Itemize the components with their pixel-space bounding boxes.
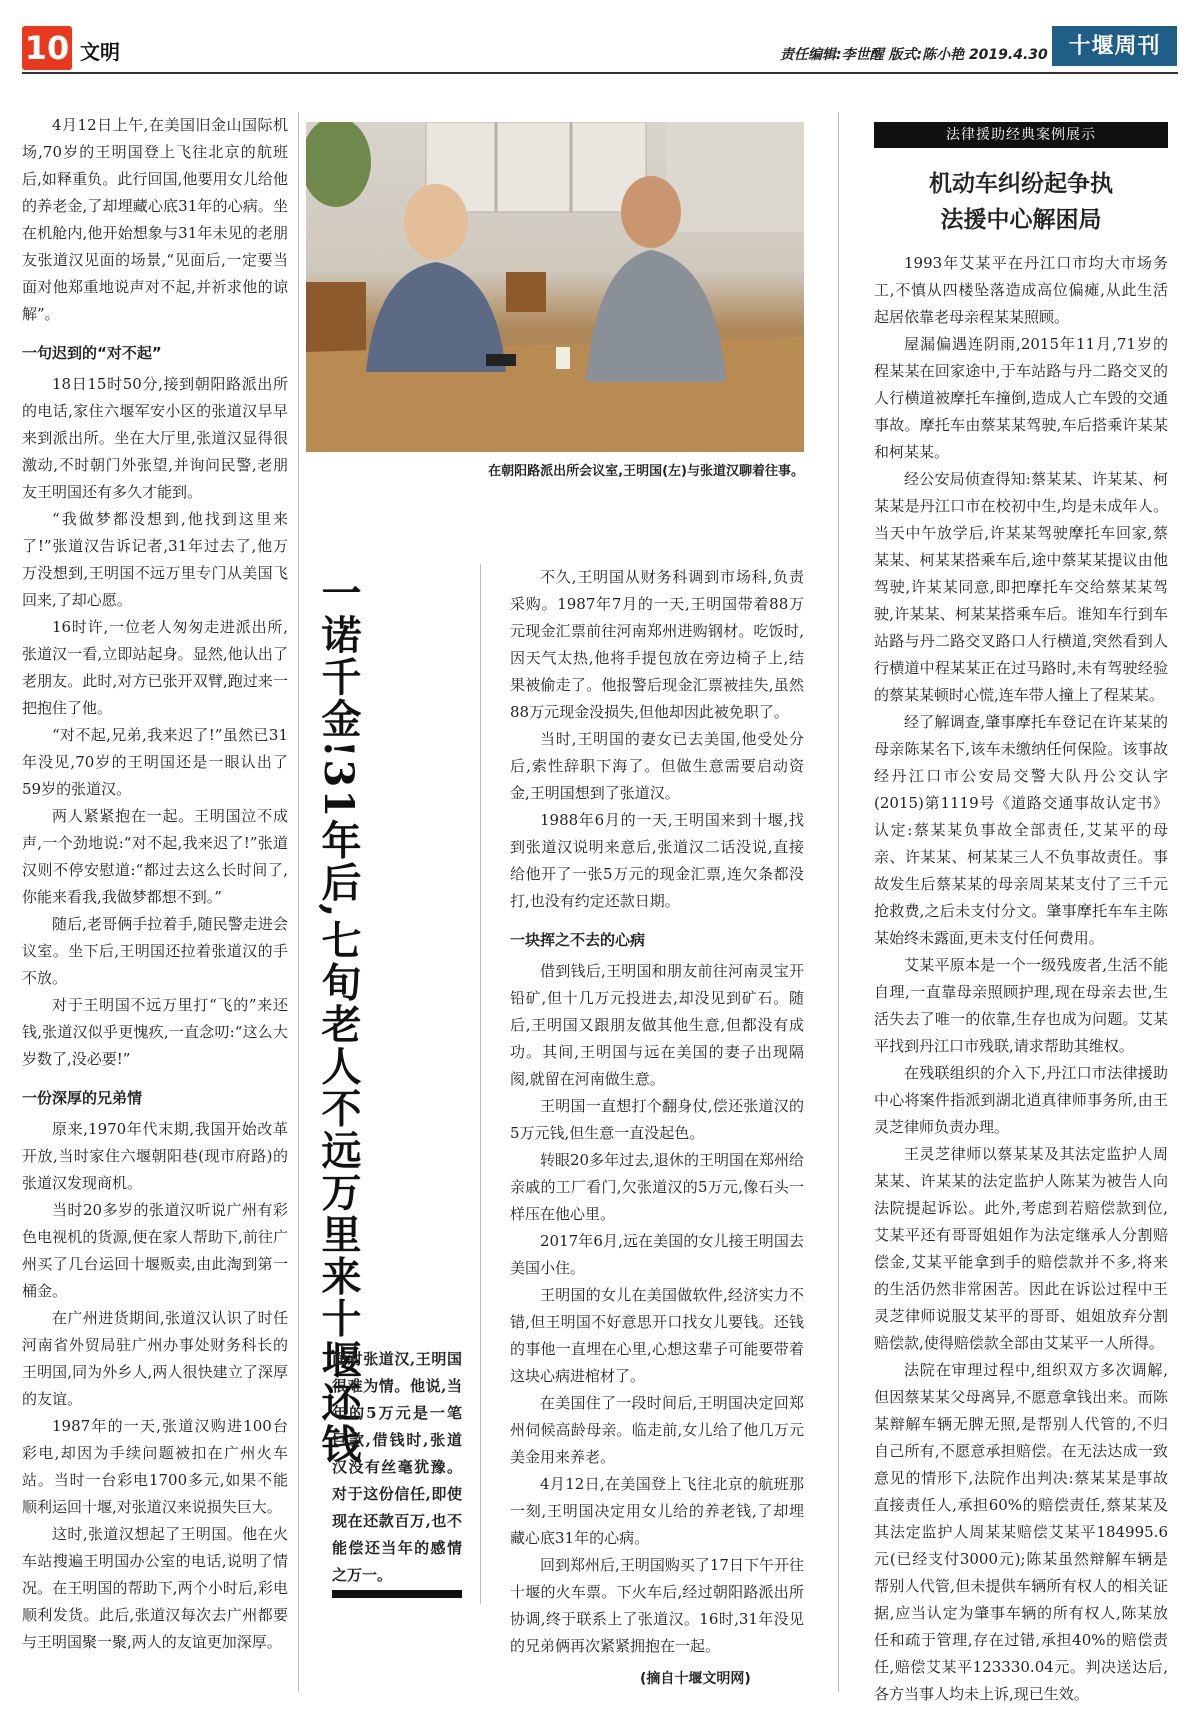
article-column-1 (22, 112, 288, 1656)
paragraph: 经公安局侦查得知:蔡某某、许某某、柯某某是丹江口市在校初中生,均是未成年人。当天中午放学后,许某某驾驶摩托车回家,蔡某某、柯某某搭乘车后,途中蔡某某提议由他驾驶,许某某同意,即把摩托车交给蔡某某驾驶,许某某、柯某某搭乘车后。谁知车行到车站路与丹二路交叉路口人行横道,突然看到人行横道中程某某正在过马路时,未有驾驶经验的蔡某某顿时心慌,连车带人撞上了程某某。 (874, 470, 1168, 704)
pull-quote: 面对张道汉,王明国很难为情。他说,当年的5万元是一笔巨款,借钱时,张道汉没有丝毫犹豫。对于这份信任,即使现在还款百万,也不能偿还当年的感情之万一。 (332, 1350, 462, 1584)
editor-credits: 责任编辑:李世醒 版式:陈小艳 2019.4.30 (780, 47, 1048, 63)
paragraph: 王明国一直想打个翻身仗,偿还张道汉的5万元钱,但生意一直没起色。 (510, 1097, 804, 1142)
paragraph: 当时20多岁的张道汉听说广州有彩色电视机的货源,便在家人帮助下,前往广州买了几台运回十堰贩卖,由此淘到第一桶金。 (22, 1201, 288, 1300)
news-photo (306, 122, 804, 452)
photo-caption: 在朝阳路派出所会议室,王明国(左)与张道汉聊着往事。 (488, 464, 804, 479)
paragraph: 16时许,一位老人匆匆走进派出所,张道汉一看,立即站起身。显然,他认出了老朋友。此时,对方已张开双臂,跑过来一把抱住了他。 (22, 618, 288, 717)
column-divider (480, 564, 481, 1604)
paragraph: 4月12日,在美国登上飞往北京的航班那一刻,王明国决定用女儿给的养老钱,了却埋藏心底31年的心病。 (510, 1475, 804, 1547)
article-source: (摘自十堰文明网) (640, 1671, 751, 1687)
paragraph: 艾某平原本是一个一级残废者,生活不能自理,一直靠母亲照顾护理,现在母亲去世,生活失去了唯一的依靠,生存也成为问题。艾某平找到丹江口市残联,请求帮助其维权。 (874, 956, 1168, 1055)
header-rule (22, 72, 1178, 74)
paragraph: “我做梦都没想到,他找到这里来了!”张道汉告诉记者,31年过去了,他万万没想到,王明国不远万里专门从美国飞回来,了却心愿。 (22, 510, 288, 609)
photo-illustration (306, 122, 804, 452)
page-number: 10 (22, 26, 72, 70)
sidebar-body (874, 250, 1168, 1708)
paragraph: 在广州进货期间,张道汉认识了时任河南省外贸局驻广州办事处财务科长的王明国,同为外乡人,两人很快建立了深厚的友谊。 (22, 1309, 288, 1408)
paragraph: 1993年艾某平在丹江口市均大市场务工,不慎从四楼坠落造成高位偏瘫,从此生活起居依靠老母亲程某某照顾。 (874, 254, 1168, 326)
paragraph: 在美国住了一段时间后,王明国决定回郑州伺候高龄母亲。临走前,女儿给了他几万元美金用来养老。 (510, 1394, 804, 1466)
paragraph: 原来,1970年代末期,我国开始改革开放,当时家住六堰朝阳巷(现市府路)的张道汉发现商机。 (22, 1120, 288, 1192)
paragraph: 1988年6月的一天,王明国来到十堰,找到张道汉说明来意后,张道汉二话没说,直接给他开了一张5万元的现金汇票,连欠条都没打,也没有约定还款日期。 (510, 811, 804, 910)
paragraph: 两人紧紧抱在一起。王明国泣不成声,一个劲地说:“对不起,我来迟了!”张道汉则不停安慰道:“都过去这么长时间了,你能来看我,我做梦都想不到。” (22, 807, 288, 906)
paragraph: 1987年的一天,张道汉购进100台彩电,却因为手续问题被扣在广州火车站。当时一台彩电1700多元,如果不能顺利运回十堰,对张道汉来说损失巨大。 (22, 1417, 288, 1516)
paragraph: 转眼20多年过去,退休的王明国在郑州给亲戚的工厂看门,欠张道汉的5万元,像石头一样压在他心里。 (510, 1151, 804, 1223)
column-divider (838, 112, 839, 1692)
column-divider (298, 112, 299, 1692)
subheading: 一句迟到的“对不起” (22, 344, 162, 362)
paragraph: 借到钱后,王明国和朋友前往河南灵宝开铅矿,但十几万元投进去,却没见到矿石。随后,王明国又跟朋友做其他生意,但都没有成功。其间,王明国与远在美国的妻子出现隔阂,就留在河南做生意。 (510, 962, 804, 1088)
sidebar-banner: 法律援助经典案例展示 (874, 122, 1168, 148)
paragraph: “对不起,兄弟,我来迟了!”虽然已31年没见,70岁的王明国还是一眼认出了59岁的张道汉。 (22, 726, 288, 798)
paragraph: 王灵芝律师以蔡某某及其法定监护人周某某、许某某的法定监护人陈某为被告人向法院提起诉讼。此外,考虑到若赔偿款到位,艾某平还有哥哥姐姐作为法定继承人分割赔偿金,艾某平能拿到手的赔偿款并不多,将来的生活仍然非常困苦。因此在诉讼过程中王灵芝律师说服艾某平的哥哥、姐姐放弃分割赔偿款,使得赔偿款全部由艾某平一人所得。 (874, 1145, 1168, 1352)
paragraph: 对于王明国不远万里打“飞的”来还钱,张道汉似乎更愧疚,一直念叨:“这么大岁数了,没必要!” (22, 996, 288, 1068)
paragraph: 不久,王明国从财务科调到市场科,负责采购。1987年7月的一天,王明国带着88万元现金汇票前往河南郑州进购钢材。吃饭时,因天气太热,他将手提包放在旁边椅子上,结果被偷走了。他报警后现金汇票被挂失,虽然88万元现金没损失,但他却因此被免职了。 (510, 568, 804, 721)
paragraph: 屋漏偏遇连阴雨,2015年11月,71岁的程某某在回家途中,于车站路与丹二路交叉的人行横道被摩托车撞倒,造成人亡车毁的交通事故。摩托车由蔡某某驾驶,车后搭乘许某某和柯某某。 (874, 335, 1168, 461)
subheading: 一块挥之不去的心病 (510, 931, 646, 949)
paragraph: 这时,张道汉想起了王明国。他在火车站搜遍王明国办公室的电话,说明了情况。在王明国的帮助下,两个小时后,彩电顺利发货。此后,张道汉每次去广州都要与王明国聚一聚,两人的友谊更加深厚。 (22, 1525, 288, 1651)
paragraph: 在残联组织的介入下,丹江口市法律援助中心将案件指派到湖北逍真律师事务所,由王灵芝律师负责办理。 (874, 1064, 1168, 1136)
masthead-logo: 十堰周刊 (1052, 26, 1177, 66)
sidebar-title-line-2: 法援中心解困局 (940, 206, 1102, 233)
paragraph: 当时,王明国的妻女已去美国,他受处分后,索性辞职下海了。但做生意需要启动资金,王明国想到了张道汉。 (510, 730, 804, 802)
section-name: 文明 (80, 40, 120, 64)
paragraph: 2017年6月,远在美国的女儿接王明国去美国小住。 (510, 1232, 804, 1277)
paragraph: 法院在审理过程中,组织双方多次调解,但因蔡某某父母离异,不愿意拿钱出来。而陈某辩解车辆无脾无照,是帮别人代管的,不归自己所有,不愿意承担赔偿。在无法达成一致意见的情形下,法院作出判决:蔡某某是事故直接责任人,承担60%的赔偿责任,蔡某某及其法定监护人周某某赔偿艾某平184995.6元(已经支付3000元);陈某虽然辩解车辆是帮别人代管,但未提供车辆所有权人的相关证据,应当认定为肇事车辆的所有权人,陈某放任和疏于管理,存在过错,承担40%的赔偿责任,赔偿艾某平123330.04元。判决送达后,各方当事人均未上诉,现已生效。 (874, 1361, 1168, 1703)
paragraph: 18日15时50分,接到朝阳路派出所的电话,家住六堰军安小区的张道汉早早来到派出所。坐在大厅里,张道汉显得很激动,不时朝门外张望,并询问民警,老朋友王明国还有多久才能到。 (22, 375, 288, 501)
sidebar-title-line-1: 机动车纠纷起争执 (929, 170, 1113, 197)
paragraph: 回到郑州后,王明国购买了17日下午开往十堰的火车票。下火车后,经过朝阳路派出所协调,终于联系上了张道汉。16时,31年没见的兄弟俩再次紧紧拥抱在一起。 (510, 1556, 804, 1655)
paragraph: 王明国的女儿在美国做软件,经济实力不错,但王明国不好意思开口找女儿要钱。还钱的事他一直埋在心里,心想这辈子可能要带着这块心病进棺材了。 (510, 1286, 804, 1385)
pull-quote-bar (332, 1590, 462, 1598)
paragraph: 经了解调查,肇事摩托车登记在许某某的母亲陈某名下,该车未缴纳任何保险。该事故经丹江口市公安局交警大队丹公交认字(2015)第1119号《道路交通事故认定书》认定:蔡某某负事故全部责任,艾某平的母亲、许某某、柯某某三人不负事故责任。事故发生后蔡某某的母亲周某某支付了三千元抢救费,之后未支付分文。肇事摩托车车主陈某始终未露面,更未支付任何费用。 (874, 713, 1168, 947)
paragraph: 随后,老哥俩手拉着手,随民警走进会议室。坐下后,王明国还拉着张道汉的手不放。 (22, 915, 288, 987)
article-headline: 一诺千金!31年后,七旬老人不远万里来十堰还钱 (315, 572, 362, 1466)
article-column-2 (510, 564, 804, 1660)
subheading: 一份深厚的兄弟情 (22, 1089, 143, 1107)
paragraph: 4月12日上午,在美国旧金山国际机场,70岁的王明国登上飞往北京的航班后,如释重负。此行回国,他要用女儿给他的养老金,了却埋藏心底31年的心病。坐在机舱内,他开始想象与31年未见的老朋友张道汉见面的场景,“见面后,一定要当面对他郑重地说声对不起,并祈求他的谅解”。 (22, 116, 288, 323)
sidebar-title (874, 166, 1168, 238)
